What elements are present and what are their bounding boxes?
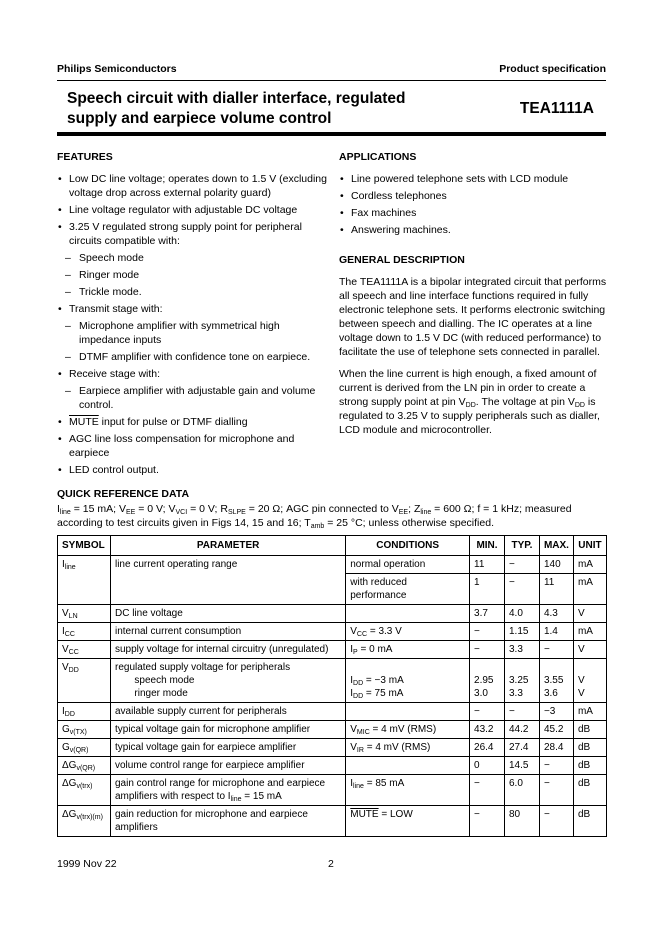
cell-typ: 6.0 — [504, 775, 539, 806]
cell-symbol: $\Delta G_{v(trx)}$ — [58, 775, 111, 806]
cell-typ: − — [504, 556, 539, 574]
table-row — [58, 703, 607, 721]
feature-item: • Line voltage regulator with adjustable DC voltage — [57, 203, 327, 217]
cell-typ: 4.0 — [504, 605, 539, 623]
title-line-1: Speech circuit with dialler interface, regulated — [67, 90, 406, 107]
feature-item-mute — [57, 415, 327, 429]
mute-signal-label: MUTE — [69, 416, 99, 428]
cell-parameter: line current operating range — [110, 556, 345, 574]
cell-symbol: $\Delta G_{v(trx)(m)}$ — [58, 806, 111, 837]
table-row — [58, 739, 607, 757]
cell-conditions: $I_P = 0$ mA — [346, 641, 470, 659]
cell-conditions: $I_{line} = 85$ mA — [346, 775, 470, 806]
application-item: • Line powered telephone sets with LCD module — [339, 172, 607, 186]
cell-max: − — [539, 806, 573, 837]
feature-item: • AGC line loss compensation for microphone and earpiece — [57, 432, 327, 460]
feature-item: – DTMF amplifier with confidence tone on earpiece. — [57, 350, 327, 364]
cell-unit: mA — [573, 574, 606, 605]
feature-item: – Ringer mode — [57, 268, 327, 282]
cell-symbol: $I_{DD}$ — [58, 703, 111, 721]
cell-symbol: $V_{LN}$ — [58, 605, 111, 623]
cell-max: − — [539, 757, 573, 775]
cell-unit: mA — [573, 623, 606, 641]
applications-heading: APPLICATIONS — [339, 151, 417, 163]
table-row — [58, 775, 607, 806]
cell-typ: − — [504, 703, 539, 721]
general-description-p1: The TEA1111A is a bipolar integrated circuit that performs all speech and line interface functions required in fully electronic telephone sets. It performs electronic switching between speech and dialling. The IC operates at a line voltage down to 1.5 V DC (with reduced performance) to facilitate the use of telephone sets connected in parallel. — [339, 276, 607, 358]
cell-conditions: MUTE = LOW — [346, 806, 470, 837]
cell-symbol: $G_{v(QR)}$ — [58, 739, 111, 757]
column-header: SYMBOL — [58, 536, 111, 556]
application-item: • Answering machines. — [339, 223, 607, 237]
column-header: TYP. — [504, 536, 539, 556]
title-line-2: supply and earpiece volume control — [67, 110, 332, 127]
mute-item-text: input for pulse or DTMF dialling — [98, 416, 248, 428]
table-row — [58, 605, 607, 623]
table-row — [58, 556, 607, 574]
cell-conditions: normal operation — [346, 556, 470, 574]
table-row — [58, 659, 607, 703]
cell-min: 26.4 — [470, 739, 505, 757]
cell-unit: mA — [573, 703, 606, 721]
column-header: MIN. — [470, 536, 505, 556]
cell-typ: 3.3 — [504, 641, 539, 659]
cell-parameter: gain reduction for microphone and earpiece amplifiers — [110, 806, 345, 837]
cell-max: 140 — [539, 556, 573, 574]
cell-symbol: $V_{DD}$ — [58, 659, 111, 703]
table-row — [58, 721, 607, 739]
page-number: 2 — [328, 858, 334, 870]
cell-parameter: gain control range for microphone and earpiece amplifiers with respect to $I_{line} = 15$ mA — [110, 775, 345, 806]
feature-item: – Earpiece amplifier with adjustable gain and volume control. — [57, 384, 327, 412]
header-rule — [57, 80, 606, 81]
cell-min: − — [470, 623, 505, 641]
table-row — [58, 757, 607, 775]
applications-list — [339, 172, 607, 237]
cell-max: 11 — [539, 574, 573, 605]
cell-parameter: DC line voltage — [110, 605, 345, 623]
feature-item: • Low DC line voltage; operates down to 1.5 V (excluding voltage drop across external polarity guard) — [57, 172, 327, 200]
application-item: • Fax machines — [339, 206, 607, 220]
cell-parameter — [110, 574, 345, 605]
cell-conditions: $V_{MIC} = 4$ mV (RMS) — [346, 721, 470, 739]
column-header: CONDITIONS — [346, 536, 470, 556]
quick-reference-heading: QUICK REFERENCE DATA — [57, 488, 190, 500]
cell-symbol: $I_{line}$ — [58, 556, 111, 574]
cell-max: 45.2 — [539, 721, 573, 739]
cell-min: 3.7 — [470, 605, 505, 623]
feature-item: – Microphone amplifier with symmetrical high impedance inputs — [57, 319, 327, 347]
feature-item: • Receive stage with: — [57, 367, 327, 381]
cell-conditions — [346, 757, 470, 775]
cell-max: 28.4 — [539, 739, 573, 757]
cell-min: 0 — [470, 757, 505, 775]
cell-typ: 80 — [504, 806, 539, 837]
cell-min: 43.2 — [470, 721, 505, 739]
cell-parameter: volume control range for earpiece amplifier — [110, 757, 345, 775]
cell-min: 2.95 3.0 — [470, 659, 505, 703]
cell-conditions: $V_{CC} = 3.3$ V — [346, 623, 470, 641]
feature-item: – Trickle mode. — [57, 285, 327, 299]
table-row — [58, 574, 607, 605]
cell-parameter: internal current consumption — [110, 623, 345, 641]
feature-item: – Speech mode — [57, 251, 327, 265]
cell-unit: dB — [573, 806, 606, 837]
cell-symbol: $V_{CC}$ — [58, 641, 111, 659]
right-column — [339, 150, 607, 445]
cell-unit: mA — [573, 556, 606, 574]
table-row — [58, 641, 607, 659]
document-type: Product specification — [499, 63, 606, 75]
cell-parameter: typical voltage gain for microphone amplifier — [110, 721, 345, 739]
cell-unit: dB — [573, 757, 606, 775]
cell-min: 1 — [470, 574, 505, 605]
cell-typ: 44.2 — [504, 721, 539, 739]
cell-conditions — [346, 605, 470, 623]
cell-parameter: typical voltage gain for earpiece amplifier — [110, 739, 345, 757]
cell-typ: − — [504, 574, 539, 605]
cell-max: 3.55 3.6 — [539, 659, 573, 703]
cell-typ: 27.4 — [504, 739, 539, 757]
footer-date: 1999 Nov 22 — [57, 858, 117, 870]
cell-typ: 14.5 — [504, 757, 539, 775]
cell-symbol — [58, 574, 111, 605]
column-header: PARAMETER — [110, 536, 345, 556]
cell-parameter: available supply current for peripherals — [110, 703, 345, 721]
cell-unit: dB — [573, 739, 606, 757]
cell-unit: V V — [573, 659, 606, 703]
cell-min: − — [470, 775, 505, 806]
cell-symbol: $G_{v(TX)}$ — [58, 721, 111, 739]
cell-typ: 3.25 3.3 — [504, 659, 539, 703]
cell-symbol: $\Delta G_{v(QR)}$ — [58, 757, 111, 775]
cell-min: − — [470, 641, 505, 659]
column-header: MAX. — [539, 536, 573, 556]
cell-max: −3 — [539, 703, 573, 721]
title-rule — [57, 132, 606, 136]
features-heading: FEATURES — [57, 151, 113, 163]
cell-parameter: supply voltage for internal circuitry (unregulated) — [110, 641, 345, 659]
cell-typ: 1.15 — [504, 623, 539, 641]
cell-conditions: $V_{IR} = 4$ mV (RMS) — [346, 739, 470, 757]
cell-unit: V — [573, 641, 606, 659]
table-header-row — [58, 536, 607, 556]
application-item: • Cordless telephones — [339, 189, 607, 203]
cell-min: − — [470, 703, 505, 721]
table-row — [58, 806, 607, 837]
cell-unit: dB — [573, 721, 606, 739]
cell-max: 4.3 — [539, 605, 573, 623]
quick-reference-conditions: $I_{line} = 15$ mA; $V_{EE} = 0$ V; $V_{VCI} = 0$ V; $R_{SLPE} = 20$ Ω; AGC pin connected to $V_{EE}$; $Z_{line} = 600$ Ω; f = 1 kHz; measured according to test circuits given in Figs 14, 15 and 16; $T_{amb} = 25$ °C; unless otherwise specified. — [57, 503, 572, 530]
general-description-heading: GENERAL DESCRIPTION — [339, 254, 465, 266]
cell-conditions: with reduced performance — [346, 574, 470, 605]
feature-item: • 3.25 V regulated strong supply point for peripheral circuits compatible with: — [57, 220, 327, 248]
cell-symbol: $I_{CC}$ — [58, 623, 111, 641]
features-section — [57, 150, 327, 480]
feature-item: • LED control output. — [57, 463, 327, 477]
cell-conditions: $I_{DD} = -3$ mA $I_{DD} = 75$ mA — [346, 659, 470, 703]
cell-parameter: regulated supply voltage for peripherals speech mode ringer mode — [110, 659, 345, 703]
cell-max: − — [539, 775, 573, 806]
cell-min: 11 — [470, 556, 505, 574]
part-number: TEA1111A — [519, 100, 594, 117]
quick-reference-table — [57, 535, 607, 837]
feature-item: • Transmit stage with: — [57, 302, 327, 316]
document-title — [67, 89, 467, 129]
cell-conditions — [346, 703, 470, 721]
cell-max: − — [539, 641, 573, 659]
general-description-p2: When the line current is high enough, a fixed amount of current is derived from the LN pin in order to create a strong supply point at pin $V_{DD}$. The voltage at pin $V_{DD}$ is regulated to 3.25 V to supply peripherals such as dialler, LCD module and microcontroller. — [339, 368, 600, 436]
features-list — [57, 172, 327, 477]
cell-unit: dB — [573, 775, 606, 806]
cell-max: 1.4 — [539, 623, 573, 641]
table-row — [58, 623, 607, 641]
column-header: UNIT — [573, 536, 606, 556]
cell-unit: V — [573, 605, 606, 623]
cell-min: − — [470, 806, 505, 837]
company-name: Philips Semiconductors — [57, 63, 177, 75]
